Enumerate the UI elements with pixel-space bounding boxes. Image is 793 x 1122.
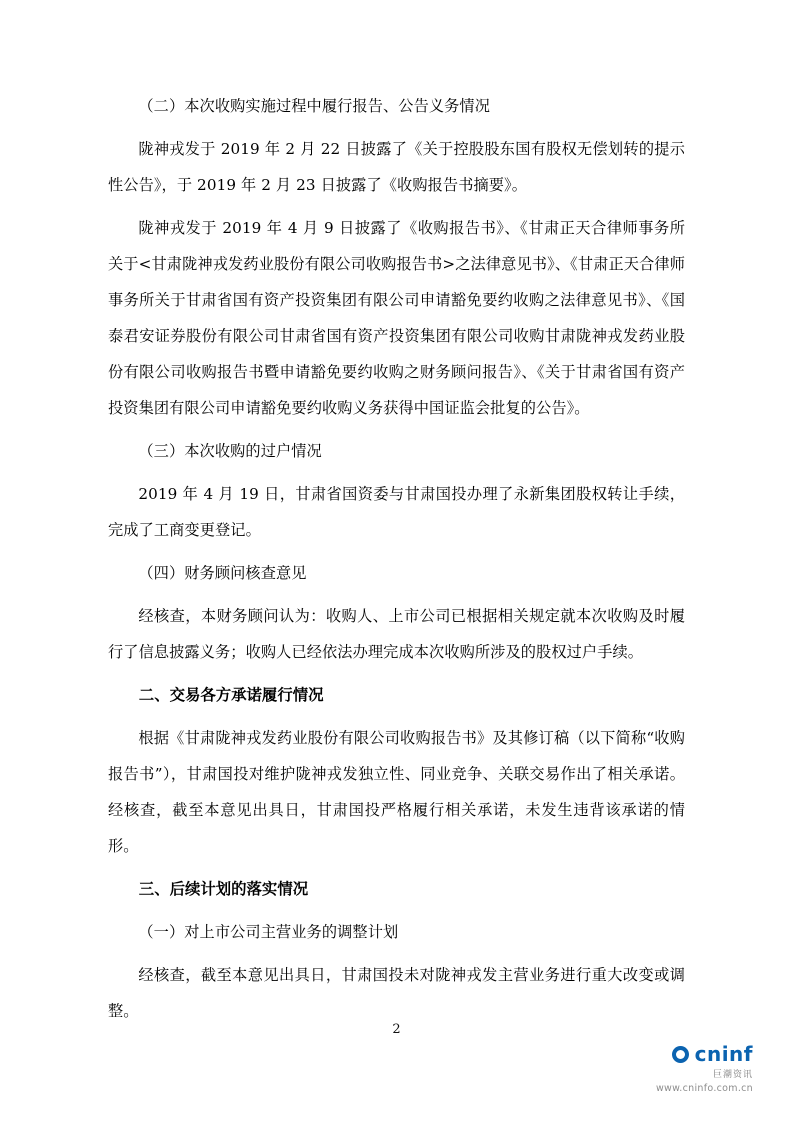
section-heading-2-3: （三）本次收购的过户情况 xyxy=(138,442,322,460)
section-heading-2-2: （二）本次收购实施过程中履行报告、公告义务情况 xyxy=(138,97,491,115)
logo-chinese-name: 巨潮资讯 xyxy=(712,1070,753,1080)
document-body xyxy=(108,88,685,1029)
paragraph-no-adjustment: 经核查，截至本意见出具日，甘肃国投未对陇神戎发主营业务进行重大改变或调整。 xyxy=(108,966,685,1020)
circle-logo-icon xyxy=(672,1046,689,1063)
section-heading-2-4: （四）财务顾问核查意见 xyxy=(138,564,307,582)
paragraph-advisor-opinion: 经核查，本财务顾问认为：收购人、上市公司已根据相关规定就本次收购及时履行了信息披露义务；收购人已经依法办理完成本次收购所涉及的股权过户手续。 xyxy=(108,607,685,661)
heading-section-three: 三、后续计划的落实情况 xyxy=(138,880,309,898)
paragraph-disclosure-feb: 陇神戎发于 2019 年 2 月 22 日披露了《关于控股股东国有股权无偿划转的提示性公告》，于 2019 年 2 月 23 日披露了《收购报告书摘要》。 xyxy=(108,140,685,194)
page-number: 2 xyxy=(392,1022,401,1037)
logo-brand-name: cninf xyxy=(694,1042,753,1066)
paragraph-commitments: 根据《甘肃陇神戎发药业股份有限公司收购报告书》及其修订稿（以下简称“收购报告书”），甘肃国投对维护陇神戎发独立性、同业竞争、关联交易作出了相关承诺。经核查，截至本意见出具日，甘肃国投严格履行相关承诺，未发生违背该承诺的情形。 xyxy=(108,729,685,855)
cninfo-logo xyxy=(603,1044,753,1094)
logo-row xyxy=(603,1044,753,1064)
paragraph-transfer: 2019 年 4 月 19 日，甘肃省国资委与甘肃国投办理了永新集团股权转让手续，完成了工商变更登记。 xyxy=(108,485,685,539)
paragraph-disclosure-apr: 陇神戎发于 2019 年 4 月 9 日披露了《收购报告书》、《甘肃正天合律师事务所关于<甘肃陇神戎发药业股份有限公司收购报告书>之法律意见书》、《甘肃正天合律师事务所关于甘肃省国有资产投资集团有限公司申请豁免要约收购之法律意见书》、《国泰君安证券股份有限公司甘肃省国有资产投资集团有限公司收购甘肃陇神戎发药业股份有限公司收购报告书暨申请豁免要约收购之财务顾问报告》、《关于甘肃省国有资产投资集团有限公司申请豁免要约收购义务获得中国证监会批复的公告》。 xyxy=(108,219,685,417)
section-heading-3-1: （一）对上市公司主营业务的调整计划 xyxy=(138,923,399,941)
logo-website-url: www.cninfo.com.cn xyxy=(655,1083,753,1094)
heading-section-two: 二、交易各方承诺履行情况 xyxy=(138,686,324,704)
